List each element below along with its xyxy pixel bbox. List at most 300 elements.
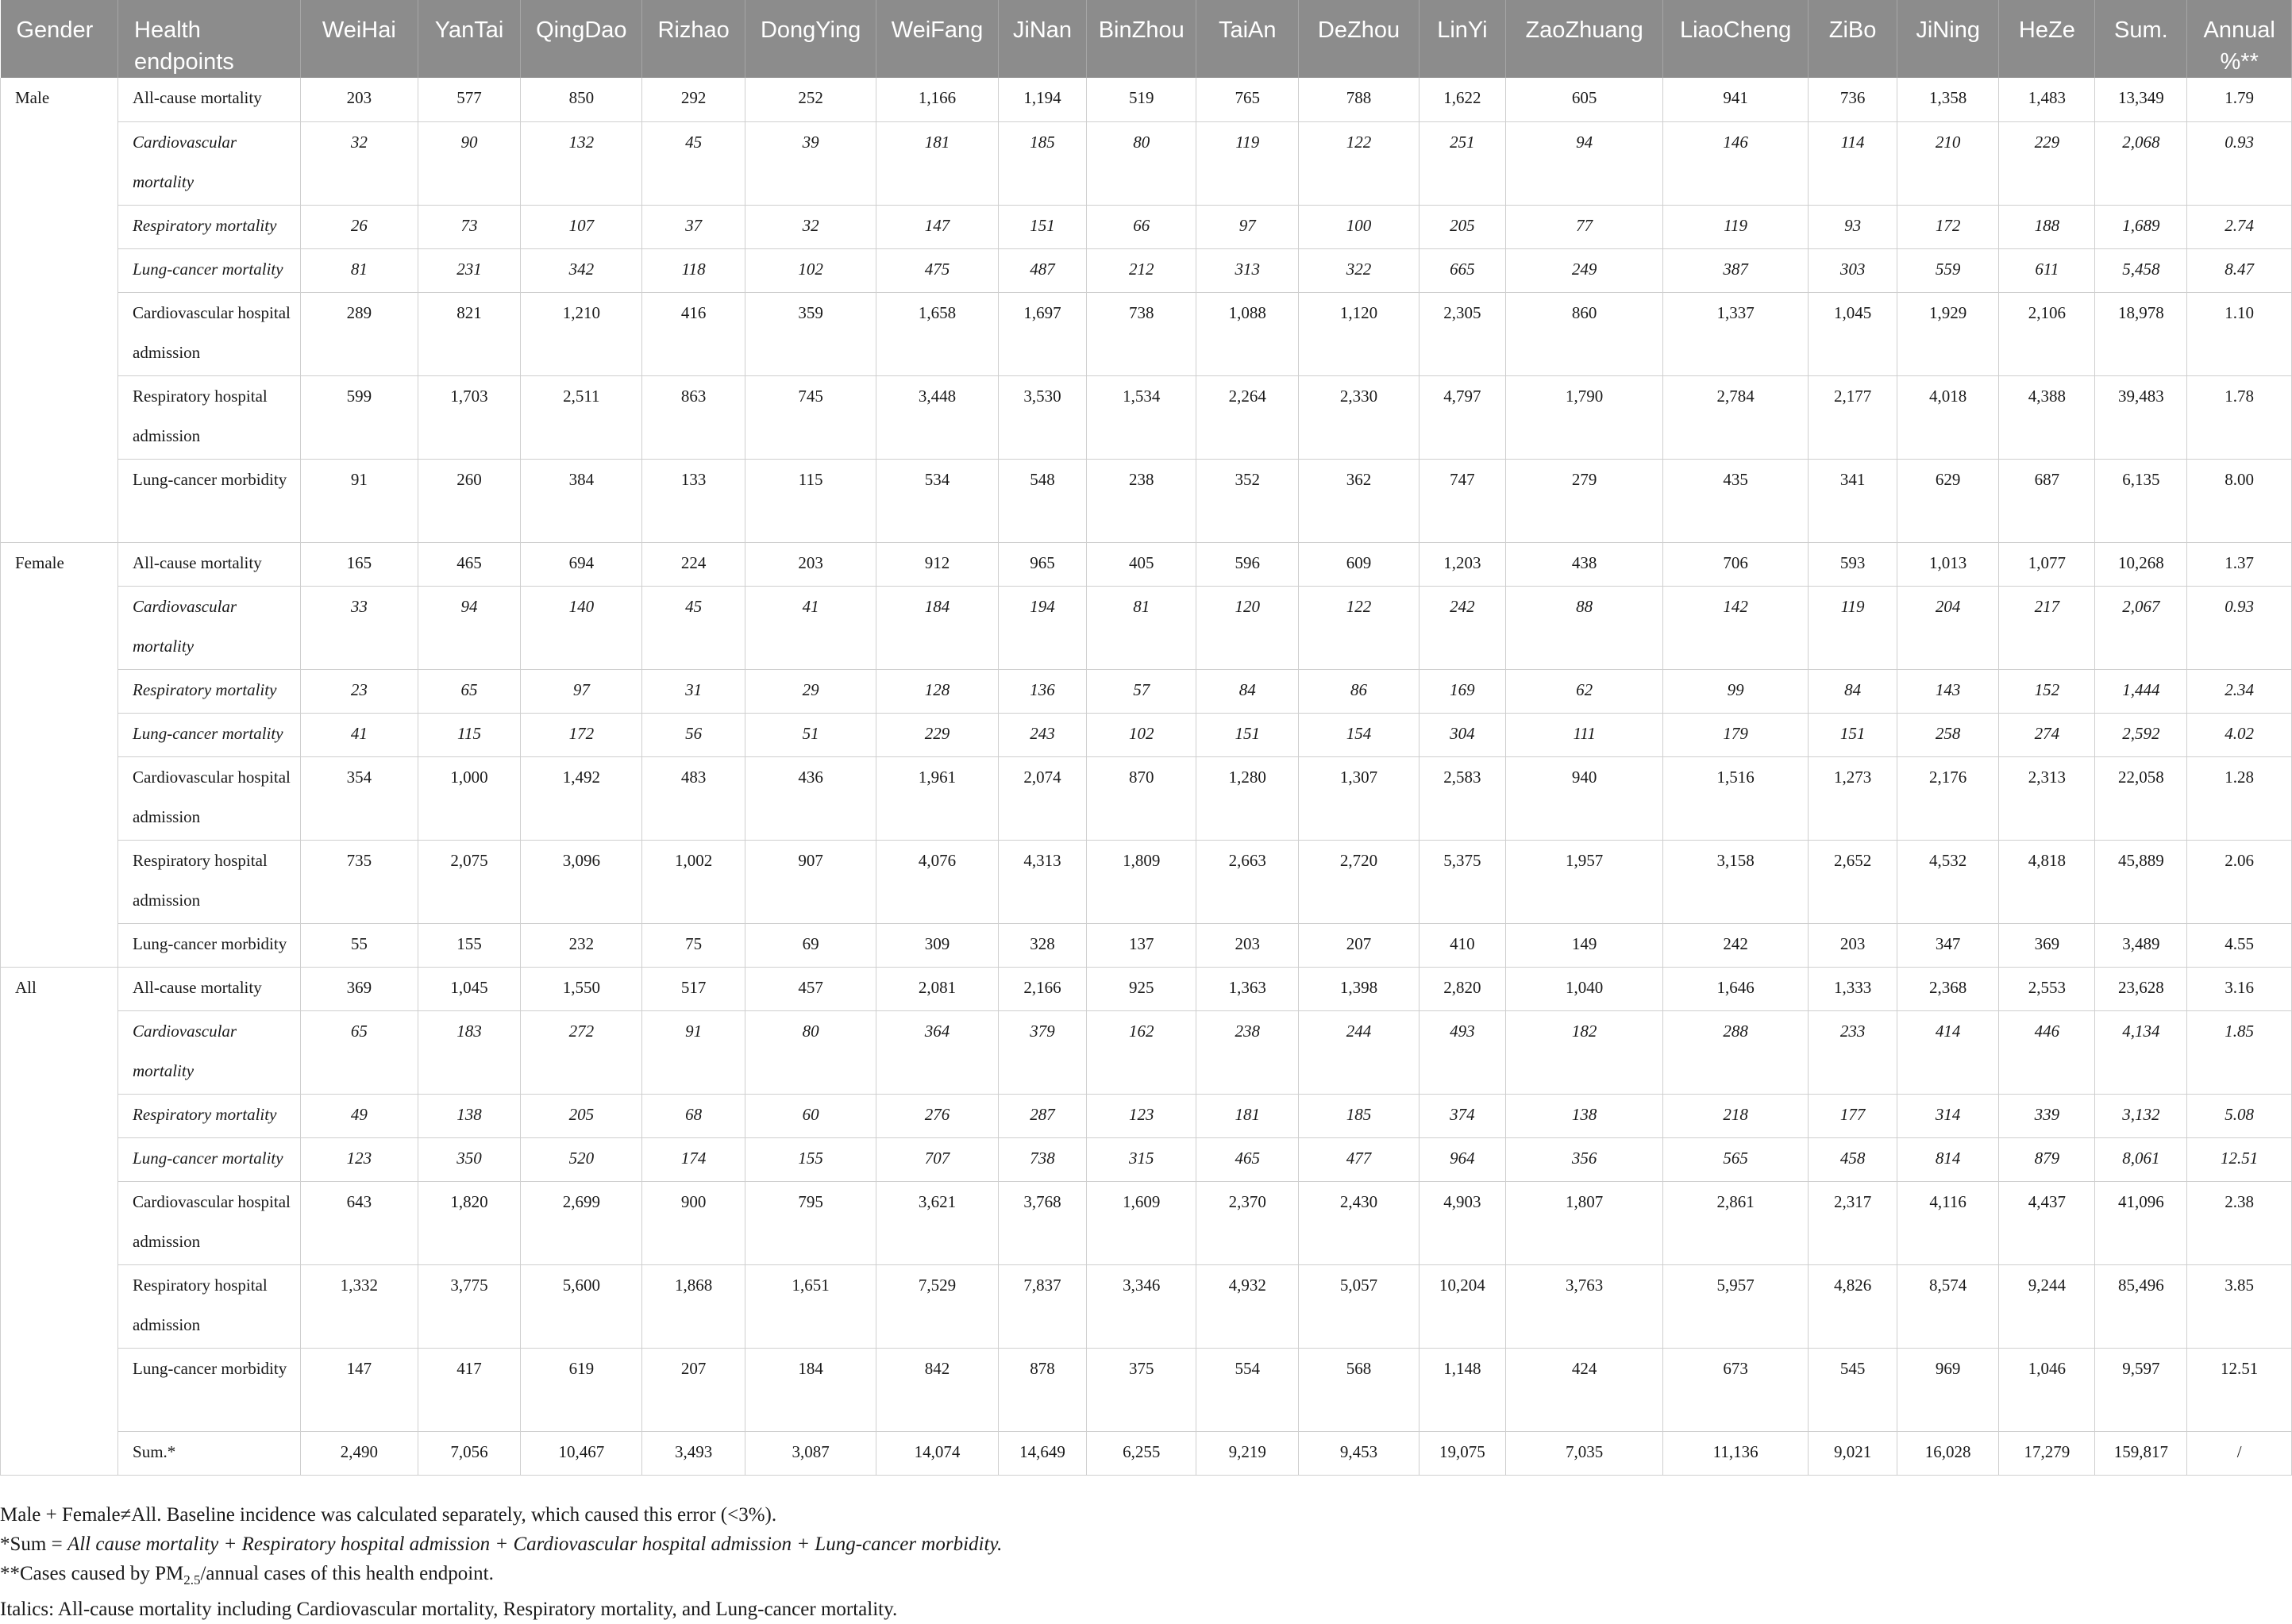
value-cell: 65 (300, 1010, 418, 1094)
column-header: DeZhou (1299, 0, 1419, 78)
value-cell: 128 (876, 669, 998, 713)
value-cell: 356 (1506, 1137, 1663, 1181)
value-cell: 8,574 (1897, 1264, 1998, 1348)
value-cell: 1,088 (1196, 292, 1299, 375)
column-header: BinZhou (1087, 0, 1196, 78)
value-cell: 417 (418, 1348, 520, 1431)
value-cell: 4,134 (2095, 1010, 2187, 1094)
value-cell: 2,430 (1299, 1181, 1419, 1264)
value-cell: 8.47 (2187, 248, 2292, 292)
value-cell: 8,061 (2095, 1137, 2187, 1181)
value-cell: 69 (745, 923, 876, 967)
endpoint-cell: Respiratory mortality (118, 205, 301, 248)
value-cell: 350 (418, 1137, 520, 1181)
value-cell: 272 (521, 1010, 642, 1094)
value-cell: 1,046 (1999, 1348, 2095, 1431)
value-cell: 181 (876, 121, 998, 205)
value-cell: 207 (642, 1348, 745, 1431)
value-cell: 85,496 (2095, 1264, 2187, 1348)
value-cell: 210 (1897, 121, 1998, 205)
value-cell: 3,448 (876, 375, 998, 459)
value-cell: 517 (642, 967, 745, 1010)
value-cell: 814 (1897, 1137, 1998, 1181)
value-cell: 29 (745, 669, 876, 713)
endpoint-cell: Cardiovascular mortality (118, 1010, 301, 1094)
value-cell: 4.02 (2187, 713, 2292, 756)
value-cell: 231 (418, 248, 520, 292)
value-cell: 123 (1087, 1094, 1196, 1137)
value-cell: 14,074 (876, 1431, 998, 1475)
value-cell: 3,096 (521, 840, 642, 923)
value-cell: 23 (300, 669, 418, 713)
value-cell: 252 (745, 78, 876, 121)
value-cell: 147 (876, 205, 998, 248)
table-row (1, 1348, 2292, 1431)
value-cell: 204 (1897, 586, 1998, 669)
value-cell: 73 (418, 205, 520, 248)
value-cell: 483 (642, 756, 745, 840)
value-cell: 4,388 (1999, 375, 2095, 459)
value-cell: 4,437 (1999, 1181, 2095, 1264)
value-cell: 88 (1506, 586, 1663, 669)
value-cell: 1,689 (2095, 205, 2187, 248)
value-cell: 1,363 (1196, 967, 1299, 1010)
endpoint-cell: Cardiovascular mortality (118, 121, 301, 205)
value-cell: 2,068 (2095, 121, 2187, 205)
value-cell: 309 (876, 923, 998, 967)
value-cell: 260 (418, 459, 520, 542)
value-cell: 107 (521, 205, 642, 248)
table-row (1, 292, 2292, 375)
value-cell: 339 (1999, 1094, 2095, 1137)
column-header: LinYi (1419, 0, 1506, 78)
value-cell: 39,483 (2095, 375, 2187, 459)
value-cell: 2.74 (2187, 205, 2292, 248)
value-cell: 2,264 (1196, 375, 1299, 459)
value-cell: 90 (418, 121, 520, 205)
footnote-3-prefix: **Cases caused by PM (0, 1563, 184, 1584)
value-cell: 242 (1662, 923, 1808, 967)
value-cell: 217 (1999, 586, 2095, 669)
value-cell: 520 (521, 1137, 642, 1181)
value-cell: 122 (1299, 121, 1419, 205)
table-row (1, 586, 2292, 669)
value-cell: 2.06 (2187, 840, 2292, 923)
value-cell: 1,550 (521, 967, 642, 1010)
value-cell: 181 (1196, 1094, 1299, 1137)
value-cell: 31 (642, 669, 745, 713)
value-cell: 1.28 (2187, 756, 2292, 840)
column-header: Health endpoints (118, 0, 301, 78)
column-header: Gender (1, 0, 118, 78)
value-cell: 1,961 (876, 756, 998, 840)
table-row (1, 1094, 2292, 1137)
footnote-1: Male + Female≠All. Baseline incidence was calculated separately, which caused this error (<3%). (0, 1504, 777, 1526)
value-cell: 2,592 (2095, 713, 2187, 756)
value-cell: 457 (745, 967, 876, 1010)
value-cell: 49 (300, 1094, 418, 1137)
value-cell: 142 (1662, 586, 1808, 669)
value-cell: 3,775 (418, 1264, 520, 1348)
value-cell: 328 (998, 923, 1087, 967)
value-cell: 438 (1506, 542, 1663, 586)
value-cell: 94 (418, 586, 520, 669)
table-row (1, 967, 2292, 1010)
value-cell: 900 (642, 1181, 745, 1264)
value-cell: 0.93 (2187, 586, 2292, 669)
value-cell: 5.08 (2187, 1094, 2292, 1137)
value-cell: 39 (745, 121, 876, 205)
value-cell: 3,768 (998, 1181, 1087, 1264)
table-body (1, 78, 2292, 1475)
column-header: ZiBo (1809, 0, 1897, 78)
value-cell: 26 (300, 205, 418, 248)
table-row (1, 459, 2292, 542)
value-cell: 342 (521, 248, 642, 292)
value-cell: 2,720 (1299, 840, 1419, 923)
value-cell: 32 (745, 205, 876, 248)
value-cell: 81 (1087, 586, 1196, 669)
value-cell: 5,057 (1299, 1264, 1419, 1348)
value-cell: 57 (1087, 669, 1196, 713)
value-cell: 6,135 (2095, 459, 2187, 542)
value-cell: 2,317 (1809, 1181, 1897, 1264)
value-cell: 138 (1506, 1094, 1663, 1137)
value-cell: 3,530 (998, 375, 1087, 459)
column-header: ZaoZhuang (1506, 0, 1663, 78)
footnote-2 (0, 1530, 2292, 1559)
value-cell: 738 (1087, 292, 1196, 375)
value-cell: 151 (998, 205, 1087, 248)
value-cell: 174 (642, 1137, 745, 1181)
value-cell: 2.38 (2187, 1181, 2292, 1264)
value-cell: 446 (1999, 1010, 2095, 1094)
value-cell: 3.16 (2187, 967, 2292, 1010)
value-cell: 347 (1897, 923, 1998, 967)
value-cell: 7,035 (1506, 1431, 1663, 1475)
gender-cell: All (1, 967, 118, 1475)
value-cell: 4,532 (1897, 840, 1998, 923)
value-cell: 279 (1506, 459, 1663, 542)
value-cell: 45 (642, 121, 745, 205)
endpoint-cell: Cardiovascular hospital admission (118, 292, 301, 375)
value-cell: 605 (1506, 78, 1663, 121)
value-cell: 1.10 (2187, 292, 2292, 375)
value-cell: 2,330 (1299, 375, 1419, 459)
table-row (1, 840, 2292, 923)
value-cell: 62 (1506, 669, 1663, 713)
value-cell: 2.34 (2187, 669, 2292, 713)
column-header: HeZe (1999, 0, 2095, 78)
value-cell: 77 (1506, 205, 1663, 248)
value-cell: 155 (745, 1137, 876, 1181)
value-cell: 274 (1999, 713, 2095, 756)
value-cell: 1,622 (1419, 78, 1506, 121)
value-cell: 3,158 (1662, 840, 1808, 923)
value-cell: 912 (876, 542, 998, 586)
column-header: Rizhao (642, 0, 745, 78)
value-cell: 940 (1506, 756, 1663, 840)
value-cell: 99 (1662, 669, 1808, 713)
value-cell: 3,489 (2095, 923, 2187, 967)
value-cell: 609 (1299, 542, 1419, 586)
value-cell: 534 (876, 459, 998, 542)
value-cell: 1,790 (1506, 375, 1663, 459)
value-cell: 548 (998, 459, 1087, 542)
value-cell: 233 (1809, 1010, 1897, 1094)
value-cell: 194 (998, 586, 1087, 669)
value-cell: 84 (1809, 669, 1897, 713)
table-row (1, 713, 2292, 756)
value-cell: 969 (1897, 1348, 1998, 1431)
table-row (1, 1264, 2292, 1348)
endpoint-cell: Lung-cancer mortality (118, 248, 301, 292)
value-cell: 736 (1809, 78, 1897, 121)
value-cell: 119 (1662, 205, 1808, 248)
value-cell: 2,106 (1999, 292, 2095, 375)
value-cell: 545 (1809, 1348, 1897, 1431)
value-cell: 2,820 (1419, 967, 1506, 1010)
value-cell: 9,021 (1809, 1431, 1897, 1475)
value-cell: 2,067 (2095, 586, 2187, 669)
value-cell: 2,305 (1419, 292, 1506, 375)
endpoint-cell: All-cause mortality (118, 542, 301, 586)
column-header: QingDao (521, 0, 642, 78)
value-cell: 184 (876, 586, 998, 669)
value-cell: 4,818 (1999, 840, 2095, 923)
value-cell: 4,018 (1897, 375, 1998, 459)
value-cell: 55 (300, 923, 418, 967)
value-cell: 1,534 (1087, 375, 1196, 459)
value-cell: 2,313 (1999, 756, 2095, 840)
value-cell: 3.85 (2187, 1264, 2292, 1348)
value-cell: 75 (642, 923, 745, 967)
value-cell: 224 (642, 542, 745, 586)
table-row (1, 1181, 2292, 1264)
endpoint-cell: All-cause mortality (118, 967, 301, 1010)
value-cell: 1,358 (1897, 78, 1998, 121)
value-cell: 1,651 (745, 1264, 876, 1348)
table-row (1, 248, 2292, 292)
column-header: WeiFang (876, 0, 998, 78)
value-cell: 9,244 (1999, 1264, 2095, 1348)
value-cell: 364 (876, 1010, 998, 1094)
value-cell: 1,040 (1506, 967, 1663, 1010)
value-cell: 2,861 (1662, 1181, 1808, 1264)
column-header: YanTai (418, 0, 520, 78)
value-cell: 137 (1087, 923, 1196, 967)
value-cell: 60 (745, 1094, 876, 1137)
value-cell: 1,002 (642, 840, 745, 923)
footnote-3-subscript: 2.5 (183, 1572, 201, 1587)
value-cell: 878 (998, 1348, 1087, 1431)
value-cell: 152 (1999, 669, 2095, 713)
value-cell: 4.55 (2187, 923, 2292, 967)
endpoint-cell: Respiratory hospital admission (118, 375, 301, 459)
endpoint-cell: All-cause mortality (118, 78, 301, 121)
value-cell: 2,177 (1809, 375, 1897, 459)
value-cell: 907 (745, 840, 876, 923)
value-cell: 593 (1809, 542, 1897, 586)
value-cell: 925 (1087, 967, 1196, 1010)
value-cell: 435 (1662, 459, 1808, 542)
value-cell: 203 (745, 542, 876, 586)
value-cell: 97 (1196, 205, 1299, 248)
value-cell: 341 (1809, 459, 1897, 542)
value-cell: 244 (1299, 1010, 1419, 1094)
value-cell: 3,621 (876, 1181, 998, 1264)
value-cell: 165 (300, 542, 418, 586)
value-cell: 387 (1662, 248, 1808, 292)
value-cell: 207 (1299, 923, 1419, 967)
value-cell: 629 (1897, 459, 1998, 542)
table-row (1, 78, 2292, 121)
value-cell: 870 (1087, 756, 1196, 840)
value-cell: 45,889 (2095, 840, 2187, 923)
value-cell: 4,076 (876, 840, 998, 923)
value-cell: 185 (1299, 1094, 1419, 1137)
value-cell: 687 (1999, 459, 2095, 542)
value-cell: 1,492 (521, 756, 642, 840)
value-cell: 5,600 (521, 1264, 642, 1348)
value-cell: 179 (1662, 713, 1808, 756)
value-cell: 4,116 (1897, 1181, 1998, 1264)
value-cell: 229 (1999, 121, 2095, 205)
value-cell: 374 (1419, 1094, 1506, 1137)
value-cell: 611 (1999, 248, 2095, 292)
value-cell: 1.85 (2187, 1010, 2292, 1094)
value-cell: 7,837 (998, 1264, 1087, 1348)
value-cell: 1,120 (1299, 292, 1419, 375)
value-cell: 2,370 (1196, 1181, 1299, 1264)
value-cell: 2,074 (998, 756, 1087, 840)
value-cell: 4,903 (1419, 1181, 1506, 1264)
value-cell: 172 (521, 713, 642, 756)
value-cell: 91 (300, 459, 418, 542)
value-cell: 66 (1087, 205, 1196, 248)
value-cell: 16,028 (1897, 1431, 1998, 1475)
value-cell: 172 (1897, 205, 1998, 248)
value-cell: 97 (521, 669, 642, 713)
value-cell: 80 (1087, 121, 1196, 205)
value-cell: 554 (1196, 1348, 1299, 1431)
value-cell: 1,809 (1087, 840, 1196, 923)
value-cell: 143 (1897, 669, 1998, 713)
column-header: Sum. (2095, 0, 2187, 78)
value-cell: 1,210 (521, 292, 642, 375)
value-cell: 1,646 (1662, 967, 1808, 1010)
value-cell: 1,516 (1662, 756, 1808, 840)
value-cell: 384 (521, 459, 642, 542)
endpoint-cell: Lung-cancer mortality (118, 1137, 301, 1181)
value-cell: 2,075 (418, 840, 520, 923)
value-cell: 863 (642, 375, 745, 459)
value-cell: 1,013 (1897, 542, 1998, 586)
value-cell: 100 (1299, 205, 1419, 248)
value-cell: 177 (1809, 1094, 1897, 1137)
value-cell: 155 (418, 923, 520, 967)
value-cell: 1,697 (998, 292, 1087, 375)
value-cell: 416 (642, 292, 745, 375)
value-cell: 879 (1999, 1137, 2095, 1181)
value-cell: 1,332 (300, 1264, 418, 1348)
value-cell: 258 (1897, 713, 1998, 756)
value-cell: 182 (1506, 1010, 1663, 1094)
value-cell: 115 (745, 459, 876, 542)
value-cell: 410 (1419, 923, 1506, 967)
value-cell: 1,483 (1999, 78, 2095, 121)
value-cell: 251 (1419, 121, 1506, 205)
value-cell: 6,255 (1087, 1431, 1196, 1475)
value-cell: 707 (876, 1137, 998, 1181)
value-cell: 68 (642, 1094, 745, 1137)
endpoint-cell: Lung-cancer mortality (118, 713, 301, 756)
value-cell: 1,333 (1809, 967, 1897, 1010)
value-cell: 2,583 (1419, 756, 1506, 840)
column-header: WeiHai (300, 0, 418, 78)
value-cell: 140 (521, 586, 642, 669)
value-cell: 1,609 (1087, 1181, 1196, 1264)
value-cell: 424 (1506, 1348, 1663, 1431)
value-cell: 313 (1196, 248, 1299, 292)
value-cell: 151 (1196, 713, 1299, 756)
endpoint-cell: Respiratory mortality (118, 1094, 301, 1137)
value-cell: 4,797 (1419, 375, 1506, 459)
value-cell: 243 (998, 713, 1087, 756)
value-cell: 1,307 (1299, 756, 1419, 840)
value-cell: 4,313 (998, 840, 1087, 923)
value-cell: 2,490 (300, 1431, 418, 1475)
value-cell: 205 (521, 1094, 642, 1137)
value-cell: 119 (1196, 121, 1299, 205)
value-cell: 81 (300, 248, 418, 292)
value-cell: 118 (642, 248, 745, 292)
value-cell: 2,511 (521, 375, 642, 459)
value-cell: 577 (418, 78, 520, 121)
value-cell: 1,045 (1809, 292, 1897, 375)
value-cell: 146 (1662, 121, 1808, 205)
table-row (1, 542, 2292, 586)
value-cell: 5,375 (1419, 840, 1506, 923)
column-header: LiaoCheng (1662, 0, 1808, 78)
value-cell: 8.00 (2187, 459, 2292, 542)
table-row (1, 1137, 2292, 1181)
value-cell: 405 (1087, 542, 1196, 586)
value-cell: 379 (998, 1010, 1087, 1094)
value-cell: 138 (418, 1094, 520, 1137)
value-cell: 1,194 (998, 78, 1087, 121)
value-cell: 188 (1999, 205, 2095, 248)
value-cell: 315 (1087, 1137, 1196, 1181)
value-cell: 122 (1299, 586, 1419, 669)
value-cell: 3,763 (1506, 1264, 1663, 1348)
value-cell: 1,658 (876, 292, 998, 375)
value-cell: 4,826 (1809, 1264, 1897, 1348)
value-cell: 132 (521, 121, 642, 205)
value-cell: 287 (998, 1094, 1087, 1137)
value-cell: 2,652 (1809, 840, 1897, 923)
value-cell: 369 (300, 967, 418, 1010)
value-cell: 362 (1299, 459, 1419, 542)
value-cell: 2,553 (1999, 967, 2095, 1010)
value-cell: 56 (642, 713, 745, 756)
endpoint-cell: Respiratory hospital admission (118, 840, 301, 923)
table-row (1, 205, 2292, 248)
value-cell: / (2187, 1431, 2292, 1475)
value-cell: 1,148 (1419, 1348, 1506, 1431)
value-cell: 3,493 (642, 1431, 745, 1475)
value-cell: 185 (998, 121, 1087, 205)
